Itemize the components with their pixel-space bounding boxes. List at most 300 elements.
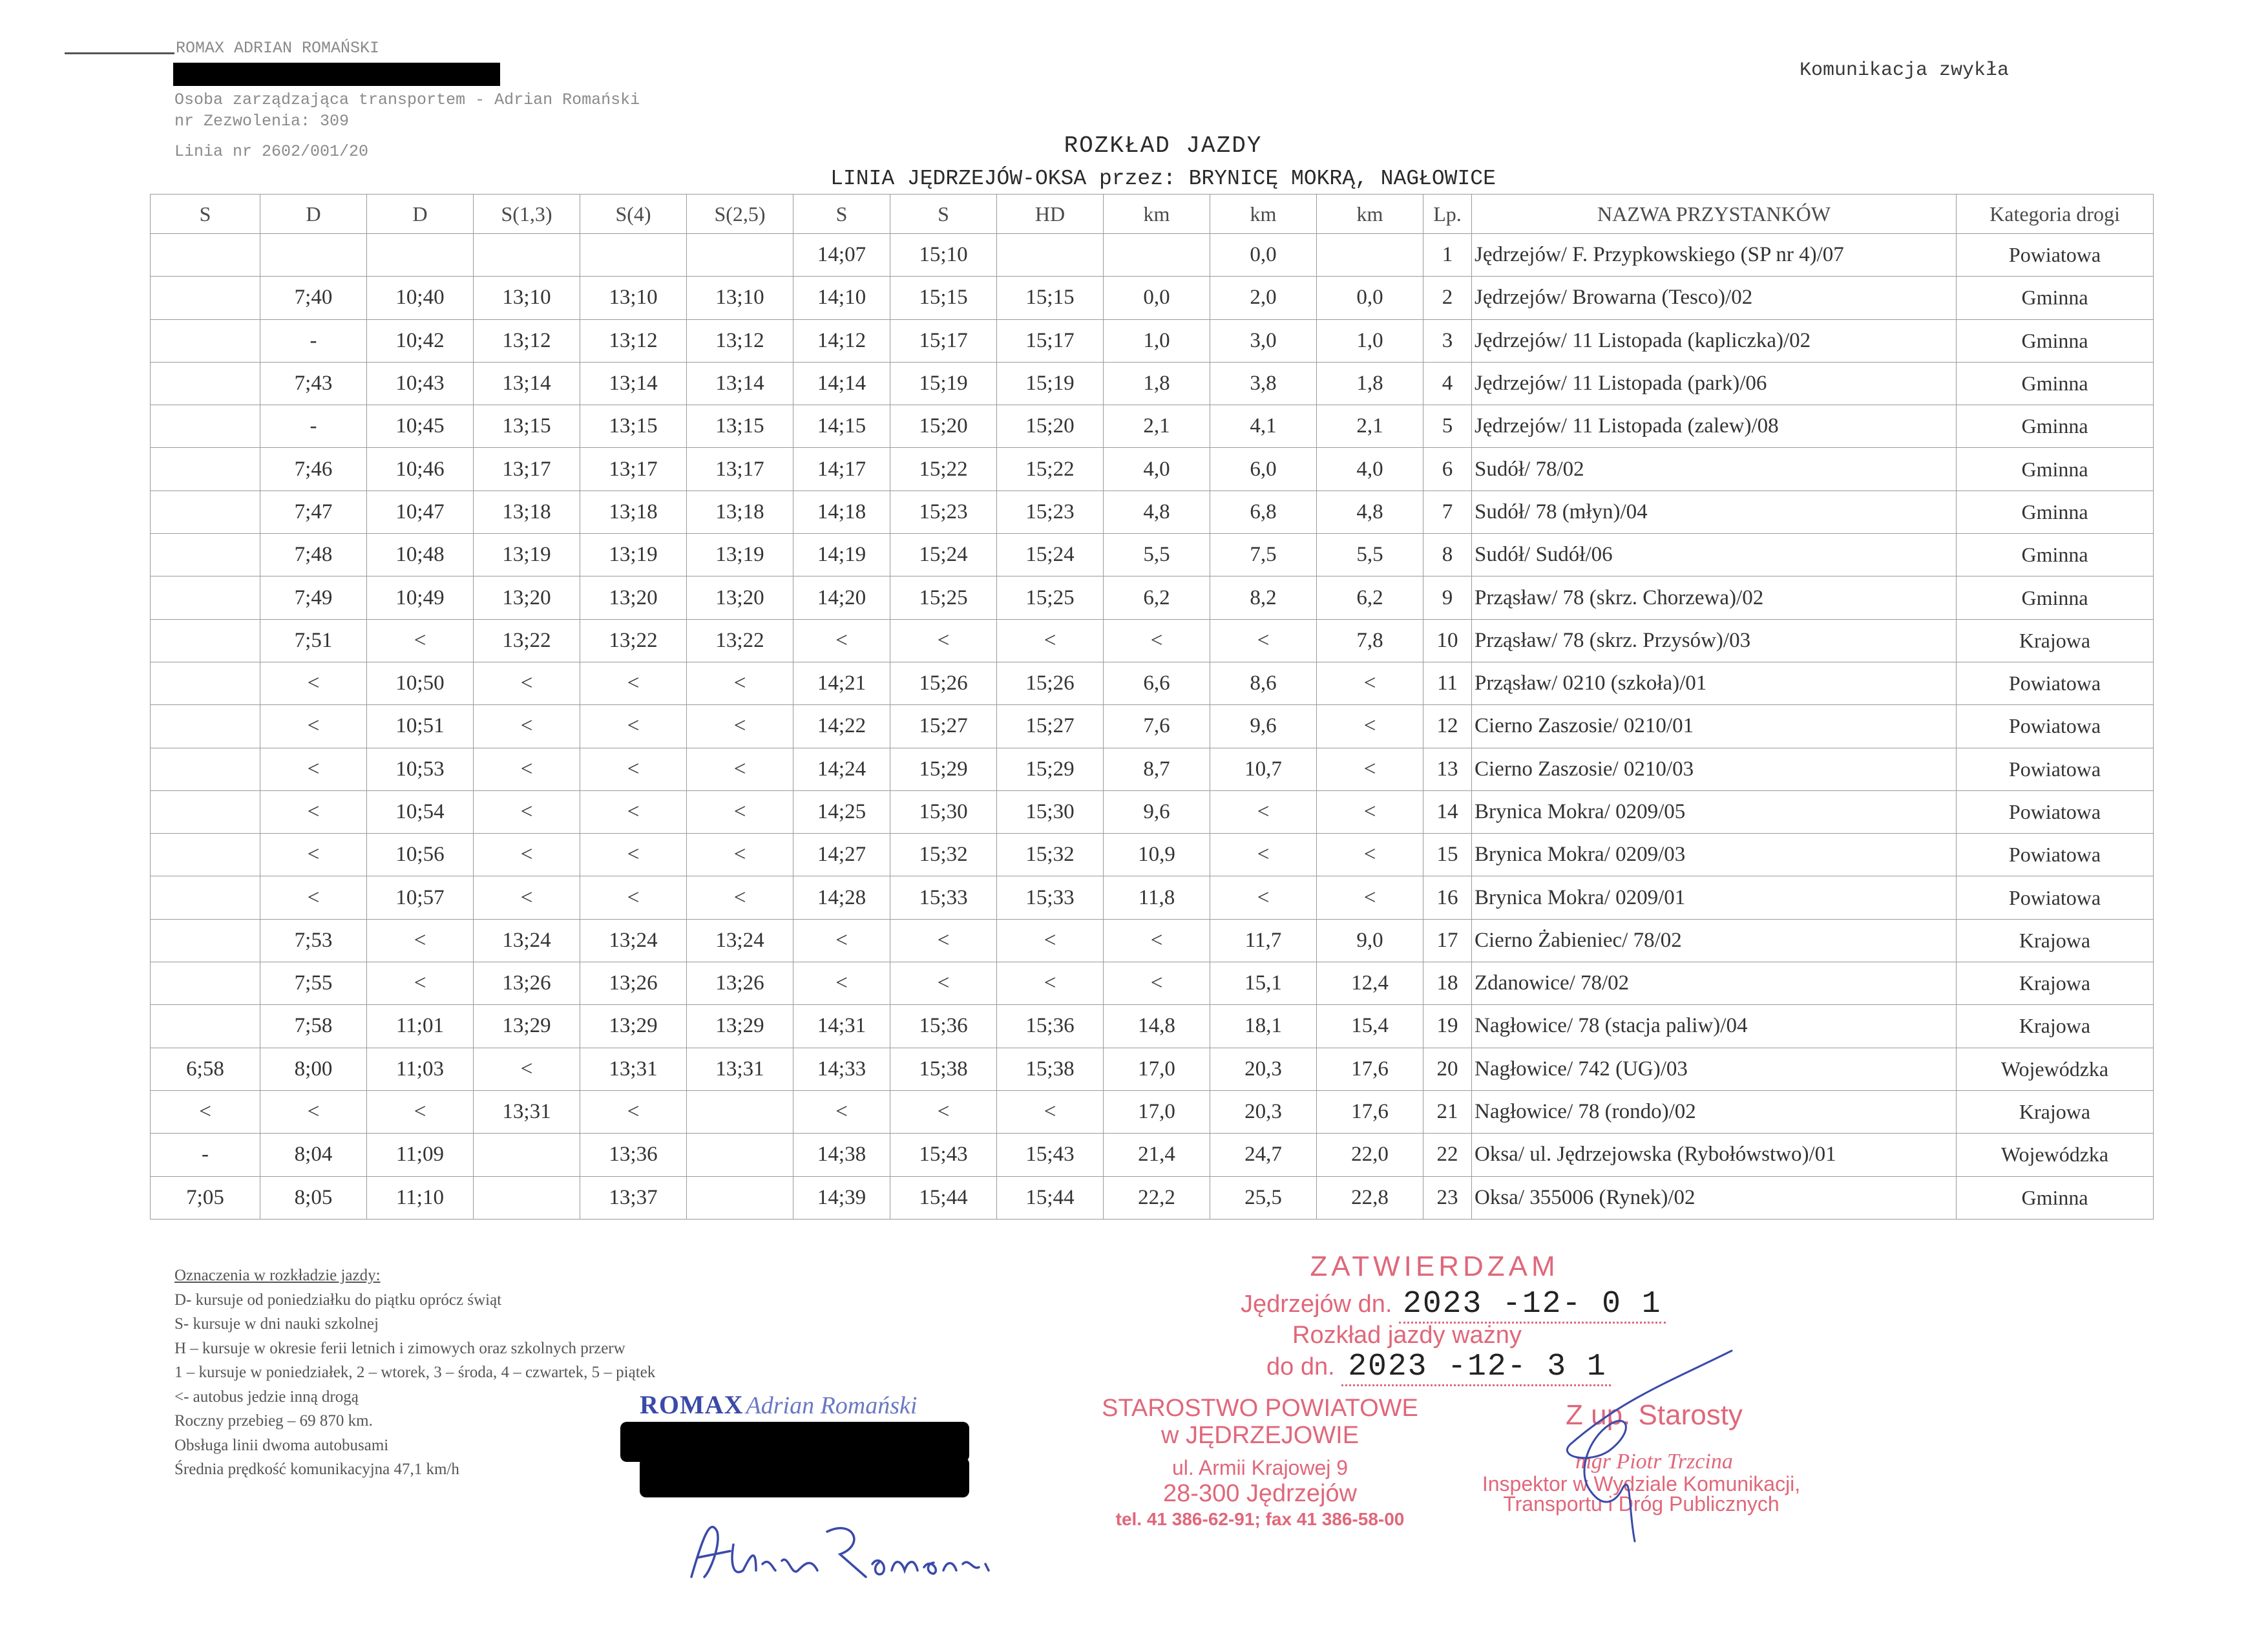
column-header: D xyxy=(260,195,367,234)
table-cell: 15;25 xyxy=(890,576,997,619)
table-cell: 7;47 xyxy=(260,491,367,533)
table-cell: 15;19 xyxy=(890,362,997,405)
column-header: km xyxy=(1317,195,1423,234)
table-cell: < xyxy=(1210,834,1317,876)
official-signature xyxy=(1480,1341,1751,1548)
road-category-cell: Krajowa xyxy=(1957,962,2154,1005)
table-cell: 7,6 xyxy=(1104,705,1210,748)
table-cell: 3,0 xyxy=(1210,319,1317,362)
table-cell: 15;20 xyxy=(997,405,1104,448)
stop-number-cell: 3 xyxy=(1423,319,1472,362)
stop-number-cell: 6 xyxy=(1423,448,1472,491)
table-cell: 13;12 xyxy=(687,319,793,362)
table-cell: 14;24 xyxy=(793,748,890,790)
table-cell xyxy=(474,1134,580,1176)
table-cell: 15;30 xyxy=(997,790,1104,833)
table-cell: 13;29 xyxy=(580,1005,687,1048)
table-cell xyxy=(687,1134,793,1176)
approval-date-from-row xyxy=(1241,1287,1662,1322)
pen-mark xyxy=(65,52,174,54)
table-cell: < xyxy=(1210,876,1317,919)
table-cell: 15;43 xyxy=(890,1134,997,1176)
table-cell xyxy=(151,876,260,919)
table-cell: 13;15 xyxy=(474,405,580,448)
table-cell: 15,1 xyxy=(1210,962,1317,1005)
table-cell: < xyxy=(580,834,687,876)
road-category-cell: Krajowa xyxy=(1957,919,2154,962)
legend-item: D- kursuje od poniedziałku do piątku oprócz świąt xyxy=(174,1291,502,1309)
stop-name-cell: Cierno Zaszosie/ 0210/03 xyxy=(1472,748,1957,790)
legend-title: Oznaczenia w rozkładzie jazdy: xyxy=(174,1267,381,1284)
table-cell xyxy=(687,234,793,277)
table-cell: 13;17 xyxy=(687,448,793,491)
stop-name-cell: Prząsław/ 78 (skrz. Przysów)/03 xyxy=(1472,619,1957,662)
table-cell: 10;43 xyxy=(367,362,474,405)
official-authority: Z up. Starosty xyxy=(1566,1399,1743,1431)
stop-name-cell: Brynica Mokra/ 0209/01 xyxy=(1472,876,1957,919)
table-cell: 10;45 xyxy=(367,405,474,448)
table-cell: 10;47 xyxy=(367,491,474,533)
road-category-cell: Gminna xyxy=(1957,534,2154,576)
table-cell: 10,7 xyxy=(1210,748,1317,790)
table-cell: 11,8 xyxy=(1104,876,1210,919)
table-cell: 13;17 xyxy=(580,448,687,491)
stop-number-cell: 7 xyxy=(1423,491,1472,533)
table-cell: 15;15 xyxy=(890,277,997,319)
table-cell xyxy=(151,277,260,319)
table-row xyxy=(151,1090,2154,1133)
table-cell: 15;26 xyxy=(890,662,997,704)
table-cell: 15;38 xyxy=(997,1048,1104,1090)
table-cell: < xyxy=(367,619,474,662)
approval-date-from: 2023 -12- 0 1 xyxy=(1399,1287,1665,1324)
road-category-cell: Powiatowa xyxy=(1957,234,2154,277)
redaction-bar xyxy=(640,1457,969,1497)
table-cell: 12,4 xyxy=(1317,962,1423,1005)
table-cell: 11;01 xyxy=(367,1005,474,1048)
column-header: km xyxy=(1210,195,1317,234)
table-cell: < xyxy=(580,790,687,833)
table-cell xyxy=(151,748,260,790)
table-row xyxy=(151,1005,2154,1048)
table-cell: 13;20 xyxy=(687,576,793,619)
table-cell: 15;19 xyxy=(997,362,1104,405)
stop-number-cell: 20 xyxy=(1423,1048,1472,1090)
table-cell: 13;10 xyxy=(474,277,580,319)
table-cell: 13;29 xyxy=(474,1005,580,1048)
table-cell xyxy=(151,790,260,833)
stop-name-cell: Prząsław/ 0210 (szkoła)/01 xyxy=(1472,662,1957,704)
table-cell: 10;42 xyxy=(367,319,474,362)
table-cell: 11;10 xyxy=(367,1176,474,1219)
table-cell: < xyxy=(890,962,997,1005)
table-cell: 14,8 xyxy=(1104,1005,1210,1048)
table-cell xyxy=(1104,234,1210,277)
table-cell: 14;19 xyxy=(793,534,890,576)
column-header: Lp. xyxy=(1423,195,1472,234)
table-cell: < xyxy=(997,1090,1104,1133)
table-cell: 13;22 xyxy=(580,619,687,662)
permit-line: nr Zezwolenia: 309 xyxy=(174,112,350,131)
table-cell: 6,2 xyxy=(1104,576,1210,619)
table-cell: < xyxy=(367,919,474,962)
table-row xyxy=(151,919,2154,962)
table-cell: 15;32 xyxy=(997,834,1104,876)
table-cell xyxy=(580,234,687,277)
table-cell: 15;27 xyxy=(890,705,997,748)
table-cell: 15;32 xyxy=(890,834,997,876)
page-title: ROZKŁAD JAZDY xyxy=(1064,132,1263,159)
table-cell: 13;26 xyxy=(474,962,580,1005)
table-cell: 13;18 xyxy=(580,491,687,533)
table-cell: < xyxy=(793,1090,890,1133)
table-header-row xyxy=(151,195,2154,234)
legend-item: 1 – kursuje w poniedziałek, 2 – wtorek, 3 – środa, 4 – czwartek, 5 – piątek xyxy=(174,1364,656,1381)
table-cell: 11;03 xyxy=(367,1048,474,1090)
table-cell: < xyxy=(1104,619,1210,662)
table-cell: - xyxy=(151,1134,260,1176)
table-cell: 10;46 xyxy=(367,448,474,491)
road-category-cell: Krajowa xyxy=(1957,1090,2154,1133)
table-row xyxy=(151,1134,2154,1176)
table-row xyxy=(151,319,2154,362)
table-cell: 10;54 xyxy=(367,790,474,833)
stop-number-cell: 17 xyxy=(1423,919,1472,962)
table-cell: < xyxy=(687,790,793,833)
column-header: S(1,3) xyxy=(474,195,580,234)
table-cell: 15;36 xyxy=(997,1005,1104,1048)
table-cell: 14;25 xyxy=(793,790,890,833)
table-cell: 13;20 xyxy=(474,576,580,619)
table-cell: 14;14 xyxy=(793,362,890,405)
table-cell: < xyxy=(890,619,997,662)
table-cell: < xyxy=(890,919,997,962)
table-cell: 24,7 xyxy=(1210,1134,1317,1176)
table-cell: 14;21 xyxy=(793,662,890,704)
table-cell: 7,8 xyxy=(1317,619,1423,662)
table-cell: 17,0 xyxy=(1104,1090,1210,1133)
table-cell: 13;26 xyxy=(580,962,687,1005)
table-cell: 13;10 xyxy=(580,277,687,319)
stop-number-cell: 23 xyxy=(1423,1176,1472,1219)
stop-name-cell: Jędrzejów/ Browarna (Tesco)/02 xyxy=(1472,277,1957,319)
table-cell: 4,1 xyxy=(1210,405,1317,448)
table-row xyxy=(151,448,2154,491)
table-cell: < xyxy=(687,662,793,704)
table-cell: 0,0 xyxy=(1210,234,1317,277)
table-cell xyxy=(151,576,260,619)
table-cell: 8;04 xyxy=(260,1134,367,1176)
table-cell: 14;18 xyxy=(793,491,890,533)
road-category-cell: Wojewódzka xyxy=(1957,1048,2154,1090)
stop-name-cell: Cierno Zaszosie/ 0210/01 xyxy=(1472,705,1957,748)
legend-item: Obsługa linii dwoma autobusami xyxy=(174,1436,389,1454)
table-cell: 18,1 xyxy=(1210,1005,1317,1048)
road-category-cell: Gminna xyxy=(1957,1176,2154,1219)
table-row xyxy=(151,962,2154,1005)
table-cell: < xyxy=(367,962,474,1005)
road-category-cell: Gminna xyxy=(1957,405,2154,448)
table-cell: < xyxy=(367,1090,474,1133)
table-cell: 14;10 xyxy=(793,277,890,319)
table-row xyxy=(151,834,2154,876)
table-cell xyxy=(151,619,260,662)
table-cell: 13;24 xyxy=(580,919,687,962)
stop-number-cell: 5 xyxy=(1423,405,1472,448)
stop-number-cell: 16 xyxy=(1423,876,1472,919)
table-cell: 6,2 xyxy=(1317,576,1423,619)
table-cell: 22,2 xyxy=(1104,1176,1210,1219)
table-cell: < xyxy=(260,748,367,790)
stop-number-cell: 2 xyxy=(1423,277,1472,319)
table-row xyxy=(151,491,2154,533)
stop-number-cell: 4 xyxy=(1423,362,1472,405)
stop-number-cell: 18 xyxy=(1423,962,1472,1005)
table-cell: 9,6 xyxy=(1104,790,1210,833)
table-cell: < xyxy=(260,1090,367,1133)
table-cell: 14;07 xyxy=(793,234,890,277)
table-row xyxy=(151,876,2154,919)
legend-item: H – kursuje w okresie ferii letnich i zimowych oraz szkolnych przerw xyxy=(174,1339,625,1357)
table-cell xyxy=(474,234,580,277)
table-cell: 13;19 xyxy=(687,534,793,576)
table-cell: 4,0 xyxy=(1104,448,1210,491)
table-cell: 13;15 xyxy=(580,405,687,448)
table-row xyxy=(151,1176,2154,1219)
route-subtitle: LINIA JĘDRZEJÓW-OKSA przez: BRYNICĘ MOKRĄ, NAGŁOWICE xyxy=(830,167,1496,191)
table-cell: 7;53 xyxy=(260,919,367,962)
table-cell: < xyxy=(997,919,1104,962)
table-cell xyxy=(151,362,260,405)
table-cell: < xyxy=(1210,619,1317,662)
official-name: mgr Piotr Trzcina xyxy=(1575,1450,1733,1474)
stop-number-cell: 15 xyxy=(1423,834,1472,876)
table-cell: 22,0 xyxy=(1317,1134,1423,1176)
table-cell: < xyxy=(474,790,580,833)
approval-title: ZATWIERDZAM xyxy=(1310,1251,1559,1282)
table-cell: 5,5 xyxy=(1104,534,1210,576)
stop-name-cell: Sudół/ 78/02 xyxy=(1472,448,1957,491)
stop-number-cell: 1 xyxy=(1423,234,1472,277)
stop-name-cell: Jędrzejów/ 11 Listopada (park)/06 xyxy=(1472,362,1957,405)
table-cell xyxy=(151,834,260,876)
table-cell: 7;05 xyxy=(151,1176,260,1219)
table-row xyxy=(151,234,2154,277)
table-cell: < xyxy=(474,705,580,748)
stop-name-cell: Cierno Żabieniec/ 78/02 xyxy=(1472,919,1957,962)
table-cell: < xyxy=(580,876,687,919)
table-cell: 2,1 xyxy=(1317,405,1423,448)
table-cell: 22,8 xyxy=(1317,1176,1423,1219)
table-cell: 13;18 xyxy=(687,491,793,533)
table-cell: 17,6 xyxy=(1317,1048,1423,1090)
official-role: Transportu i Dróg Publicznych xyxy=(1503,1492,1780,1516)
table-cell: 0,0 xyxy=(1104,277,1210,319)
table-cell: < xyxy=(580,748,687,790)
table-cell: 13;14 xyxy=(687,362,793,405)
stop-name-cell: Jędrzejów/ F. Przypkowskiego (SP nr 4)/07 xyxy=(1472,234,1957,277)
legend-item: Średnia prędkość komunikacyjna 47,1 km/h xyxy=(174,1461,459,1478)
table-cell xyxy=(151,319,260,362)
table-cell xyxy=(367,234,474,277)
table-cell: 10,9 xyxy=(1104,834,1210,876)
table-cell: 15;20 xyxy=(890,405,997,448)
table-cell: 7;40 xyxy=(260,277,367,319)
table-cell: < xyxy=(1317,748,1423,790)
table-cell: 13;31 xyxy=(687,1048,793,1090)
road-category-cell: Krajowa xyxy=(1957,1005,2154,1048)
table-cell: < xyxy=(997,619,1104,662)
table-cell xyxy=(151,491,260,533)
company-stamp-bold: ROMAX xyxy=(640,1390,744,1419)
official-role: Inspektor w Wydziale Komunikacji, xyxy=(1482,1472,1801,1495)
table-cell: < xyxy=(474,834,580,876)
table-row xyxy=(151,576,2154,619)
table-cell xyxy=(151,1005,260,1048)
table-cell: 13;24 xyxy=(687,919,793,962)
table-cell: 15;25 xyxy=(997,576,1104,619)
table-cell: 14;33 xyxy=(793,1048,890,1090)
table-cell: 13;37 xyxy=(580,1176,687,1219)
table-cell: 15;17 xyxy=(997,319,1104,362)
road-category-cell: Powiatowa xyxy=(1957,876,2154,919)
table-cell: 15;33 xyxy=(997,876,1104,919)
table-cell: < xyxy=(1317,876,1423,919)
column-header: Kategoria drogi xyxy=(1957,195,2154,234)
table-cell: 25,5 xyxy=(1210,1176,1317,1219)
stop-name-cell: Oksa/ 355006 (Rynek)/02 xyxy=(1472,1176,1957,1219)
table-cell: 13;10 xyxy=(687,277,793,319)
table-cell: 14;28 xyxy=(793,876,890,919)
table-cell: 13;29 xyxy=(687,1005,793,1048)
manager-line: Osoba zarządzająca transportem - Adrian Romański xyxy=(174,90,640,109)
table-cell: 13;22 xyxy=(687,619,793,662)
stop-name-cell: Nagłowice/ 78 (rondo)/02 xyxy=(1472,1090,1957,1133)
stop-name-cell: Brynica Mokra/ 0209/05 xyxy=(1472,790,1957,833)
stop-name-cell: Brynica Mokra/ 0209/03 xyxy=(1472,834,1957,876)
table-cell: < xyxy=(474,1048,580,1090)
table-cell: < xyxy=(793,919,890,962)
table-cell: 4,0 xyxy=(1317,448,1423,491)
table-cell: 13;19 xyxy=(474,534,580,576)
table-cell xyxy=(260,234,367,277)
table-cell: 14;20 xyxy=(793,576,890,619)
table-cell: < xyxy=(1104,919,1210,962)
stop-number-cell: 21 xyxy=(1423,1090,1472,1133)
table-cell: 13;31 xyxy=(474,1090,580,1133)
table-cell: 10;51 xyxy=(367,705,474,748)
road-category-cell: Gminna xyxy=(1957,576,2154,619)
table-cell: 7;43 xyxy=(260,362,367,405)
table-cell: 8;05 xyxy=(260,1176,367,1219)
table-row xyxy=(151,619,2154,662)
stop-number-cell: 13 xyxy=(1423,748,1472,790)
table-cell: 6;58 xyxy=(151,1048,260,1090)
table-row xyxy=(151,277,2154,319)
table-cell: 13;20 xyxy=(580,576,687,619)
table-cell: < xyxy=(260,790,367,833)
table-cell: 13;22 xyxy=(474,619,580,662)
table-cell: 8,6 xyxy=(1210,662,1317,704)
legend xyxy=(174,1263,655,1482)
table-cell: 8;00 xyxy=(260,1048,367,1090)
stop-name-cell: Jędrzejów/ 11 Listopada (kapliczka)/02 xyxy=(1472,319,1957,362)
table-cell: 10;57 xyxy=(367,876,474,919)
table-cell: < xyxy=(687,748,793,790)
table-cell: 7;49 xyxy=(260,576,367,619)
table-cell: 17,6 xyxy=(1317,1090,1423,1133)
road-category-cell: Gminna xyxy=(1957,319,2154,362)
table-cell: 20,3 xyxy=(1210,1090,1317,1133)
table-cell xyxy=(687,1176,793,1219)
table-cell: 9,6 xyxy=(1210,705,1317,748)
table-cell: 10;49 xyxy=(367,576,474,619)
table-cell: 15;29 xyxy=(890,748,997,790)
table-cell: 1,8 xyxy=(1104,362,1210,405)
road-category-cell: Powiatowa xyxy=(1957,705,2154,748)
service-type: Komunikacja zwykła xyxy=(1800,59,2010,81)
table-cell: < xyxy=(687,705,793,748)
line-number: Linia nr 2602/001/20 xyxy=(174,142,369,161)
table-cell: 14;38 xyxy=(793,1134,890,1176)
table-cell: 15;33 xyxy=(890,876,997,919)
table-cell: 1,0 xyxy=(1104,319,1210,362)
table-cell: 13;19 xyxy=(580,534,687,576)
table-cell: < xyxy=(890,1090,997,1133)
table-cell xyxy=(687,1090,793,1133)
table-cell: 15;38 xyxy=(890,1048,997,1090)
stop-number-cell: 9 xyxy=(1423,576,1472,619)
table-row xyxy=(151,405,2154,448)
table-cell: 7;48 xyxy=(260,534,367,576)
column-header: S(2,5) xyxy=(687,195,793,234)
table-cell: 13;17 xyxy=(474,448,580,491)
table-cell: 10;50 xyxy=(367,662,474,704)
column-header: D xyxy=(367,195,474,234)
road-category-cell: Krajowa xyxy=(1957,619,2154,662)
table-cell: < xyxy=(1317,662,1423,704)
column-header: km xyxy=(1104,195,1210,234)
company-stamp xyxy=(640,1389,917,1420)
table-cell: 14;39 xyxy=(793,1176,890,1219)
stop-number-cell: 19 xyxy=(1423,1005,1472,1048)
table-cell: 1,0 xyxy=(1317,319,1423,362)
office-stamp-line: w JĘDRZEJOWIE xyxy=(1160,1422,1360,1449)
table-cell xyxy=(1317,234,1423,277)
company-name: ROMAX ADRIAN ROMAŃSKI xyxy=(176,39,380,58)
table-cell: 7,5 xyxy=(1210,534,1317,576)
table-cell: 11,7 xyxy=(1210,919,1317,962)
table-cell: 4,8 xyxy=(1317,491,1423,533)
table-cell xyxy=(151,448,260,491)
table-cell xyxy=(151,534,260,576)
column-header: S xyxy=(151,195,260,234)
table-row xyxy=(151,662,2154,704)
table-cell: 15;23 xyxy=(997,491,1104,533)
table-cell: < xyxy=(474,748,580,790)
table-row xyxy=(151,534,2154,576)
table-cell: 21,4 xyxy=(1104,1134,1210,1176)
road-category-cell: Wojewódzka xyxy=(1957,1134,2154,1176)
table-cell: 2,0 xyxy=(1210,277,1317,319)
table-cell: < xyxy=(260,705,367,748)
table-cell xyxy=(151,705,260,748)
legend-item: Roczny przebieg – 69 870 km. xyxy=(174,1412,373,1430)
table-cell: < xyxy=(687,834,793,876)
table-cell: 15;30 xyxy=(890,790,997,833)
table-row xyxy=(151,748,2154,790)
table-cell: 11;09 xyxy=(367,1134,474,1176)
